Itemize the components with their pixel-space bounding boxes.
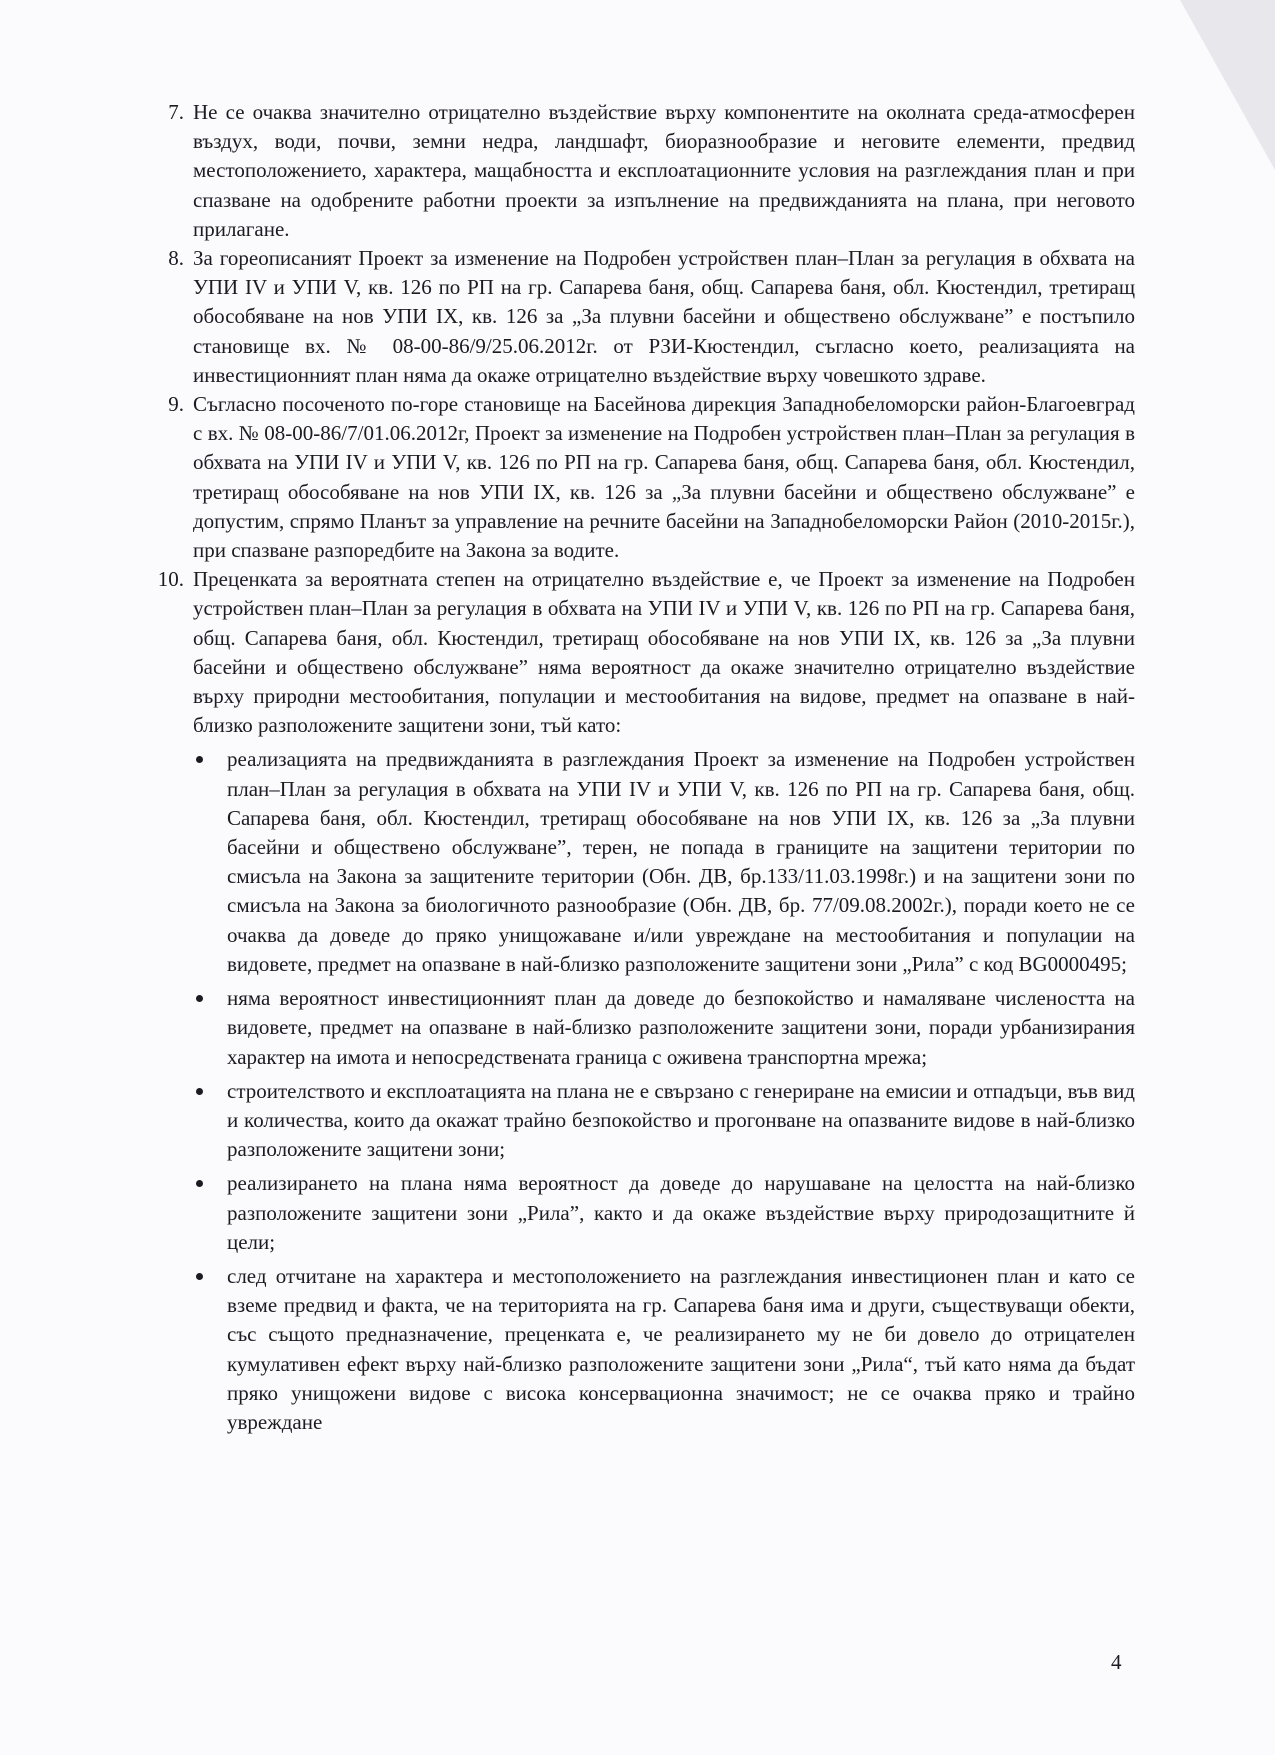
numbered-list — [150, 98, 1135, 1437]
scan-fold-shadow — [1180, 0, 1275, 170]
list-item-9 — [150, 390, 1135, 565]
item-number: 8. — [168, 246, 184, 271]
bullet-item — [193, 1262, 1135, 1437]
item-number: 9. — [168, 392, 184, 417]
item-number: 10. — [157, 567, 184, 592]
bullet-list — [193, 745, 1135, 1437]
item-text: За гореописаният Проект за изменение на Подробен устройствен план–План за регулация в обхвата на УПИ IV и УПИ V, кв. 126 по РП на гр. Сапарева баня, общ. Сапарева баня, обл. Кюстендил, третиращ обособяване на нов УПИ IX, кв. 126 за „За плувни басейни и обществено обслужване” е постъпило становище вх. № 08-00-86/9/25.06.2012г. от РЗИ-Кюстендил, съгласно което, реализацията на инвестиционният план няма да окаже отрицателно въздействие върху човешкото здраве. — [193, 246, 1135, 387]
bullet-item — [193, 984, 1135, 1072]
bullet-text: след отчитане на характера и местоположението на разглеждания инвестиционен план и като се вземе предвид и факта, че на територията на гр. Сапарева баня има и други, съществуващи обекти, със същото предназначение, преценката е, че реализирането му не би довело до отрицателен кумулативен ефект върху най-близко разположените защитени зони „Рила“, тъй като няма да бъдат пряко унищожени видове с висока консервационна значимост; не се очаква пряко и трайно увреждане — [227, 1263, 1135, 1434]
bullet-item — [193, 1169, 1135, 1257]
list-item-7 — [150, 98, 1135, 244]
item-text: Не се очаква значително отрицателно въздействие върху компонентите на околната среда-атмосферен въздух, води, почви, земни недра, ландшафт, биоразнообразие и неговите елементи, предвид местоположението, характера, мащабността и експлоатационните условия на разглеждания план и при спазване на одобрените работни проекти за изпълнение на предвижданията на плана, при неговото прилагане. — [193, 100, 1135, 241]
item-text: Преценката за вероятната степен на отрицателно въздействие е, че Проект за изменение на Подробен устройствен план–План за регулация в обхвата на УПИ IV и УПИ V, кв. 126 по РП на гр. Сапарева баня, общ. Сапарева баня, обл. Кюстендил, третиращ обособяване на нов УПИ IX, кв. 126 за „За плувни басейни и обществено обслужване” няма вероятност да окаже значително отрицателно въздействие върху природни местообитания, популации и местообитания на видове, предмет на опазване в най-близко разположените защитени зони, тъй като: — [193, 567, 1135, 738]
list-item-8 — [150, 244, 1135, 390]
bullet-icon — [196, 995, 203, 1002]
bullet-text: реализацията на предвижданията в разглеждания Проект за изменение на Подробен устройствен план–План за регулация в обхвата на УПИ IV и УПИ V, кв. 126 по РП на гр. Сапарева баня, общ. Сапарева баня, обл. Кюстендил, третиращ обособяване на нов УПИ IX, кв. 126 за „За плувни басейни и обществено обслужване”, терен, не попада в границите на защитени територии по смисъла на Закона за защитените територии (Обн. ДВ, бр.133/11.03.1998г.) и на защитени зони по смисъла на Закона за биологичното разнообразие (Обн. ДВ, бр. 77/09.08.2002г.), поради което не се очаква да доведе до пряко унищожаване и/или увреждане на местообитания и популации на видовете, предмет на опазване в най-близко разположените защитени зони „Рила” с код BG0000495; — [227, 747, 1135, 976]
list-item-10 — [150, 565, 1135, 1437]
bullet-text: реализирането на плана няма вероятност да доведе до нарушаване на целостта на най-близко разположените защитени зони „Рила”, както и да окаже въздействие върху природозащитните й цели; — [227, 1171, 1135, 1254]
bullet-text: строителството и експлоатацията на плана не е свързано с генериране на емисии и отпадъци, във вид и количества, които да окажат трайно безпокойство и прогонване на опазваните видове в най-близко разположените защитени зони; — [227, 1078, 1135, 1162]
document-body — [150, 98, 1135, 1437]
item-number: 7. — [168, 100, 184, 124]
bullet-icon — [196, 1088, 203, 1095]
bullet-text: няма вероятност инвестиционният план да доведе до безпокойство и намаляване числеността на видовете, предмет на опазване в най-близко разположените защитени зони, поради урбанизирания характер на имота и непосредствената граница с оживена транспортна мрежа; — [227, 986, 1135, 1069]
bullet-icon — [196, 1273, 203, 1280]
bullet-icon — [196, 756, 203, 763]
bullet-item — [193, 745, 1135, 979]
bullet-icon — [196, 1180, 203, 1187]
item-text: Съгласно посоченото по-горе становище на Басейнова дирекция Западнобеломорски район-Благоевград с вх. № 08-00-86/7/01.06.2012г, Проект за изменение на Подробен устройствен план–План за регулация в обхвата на УПИ IV и УПИ V, кв. 126 по РП на гр. Сапарева баня, общ. Сапарева баня, обл. Кюстендил, третиращ обособяване на нов УПИ IX, кв. 126 за „За плувни басейни и обществено обслужване” е допустим, спрямо Планът за управление на речните басейни на Западнобеломорски Район (2010-2015г.), при спазване разпоредбите на Закона за водите. — [193, 392, 1135, 563]
page-number: 4 — [1111, 1650, 1122, 1674]
bullet-item — [193, 1077, 1135, 1165]
